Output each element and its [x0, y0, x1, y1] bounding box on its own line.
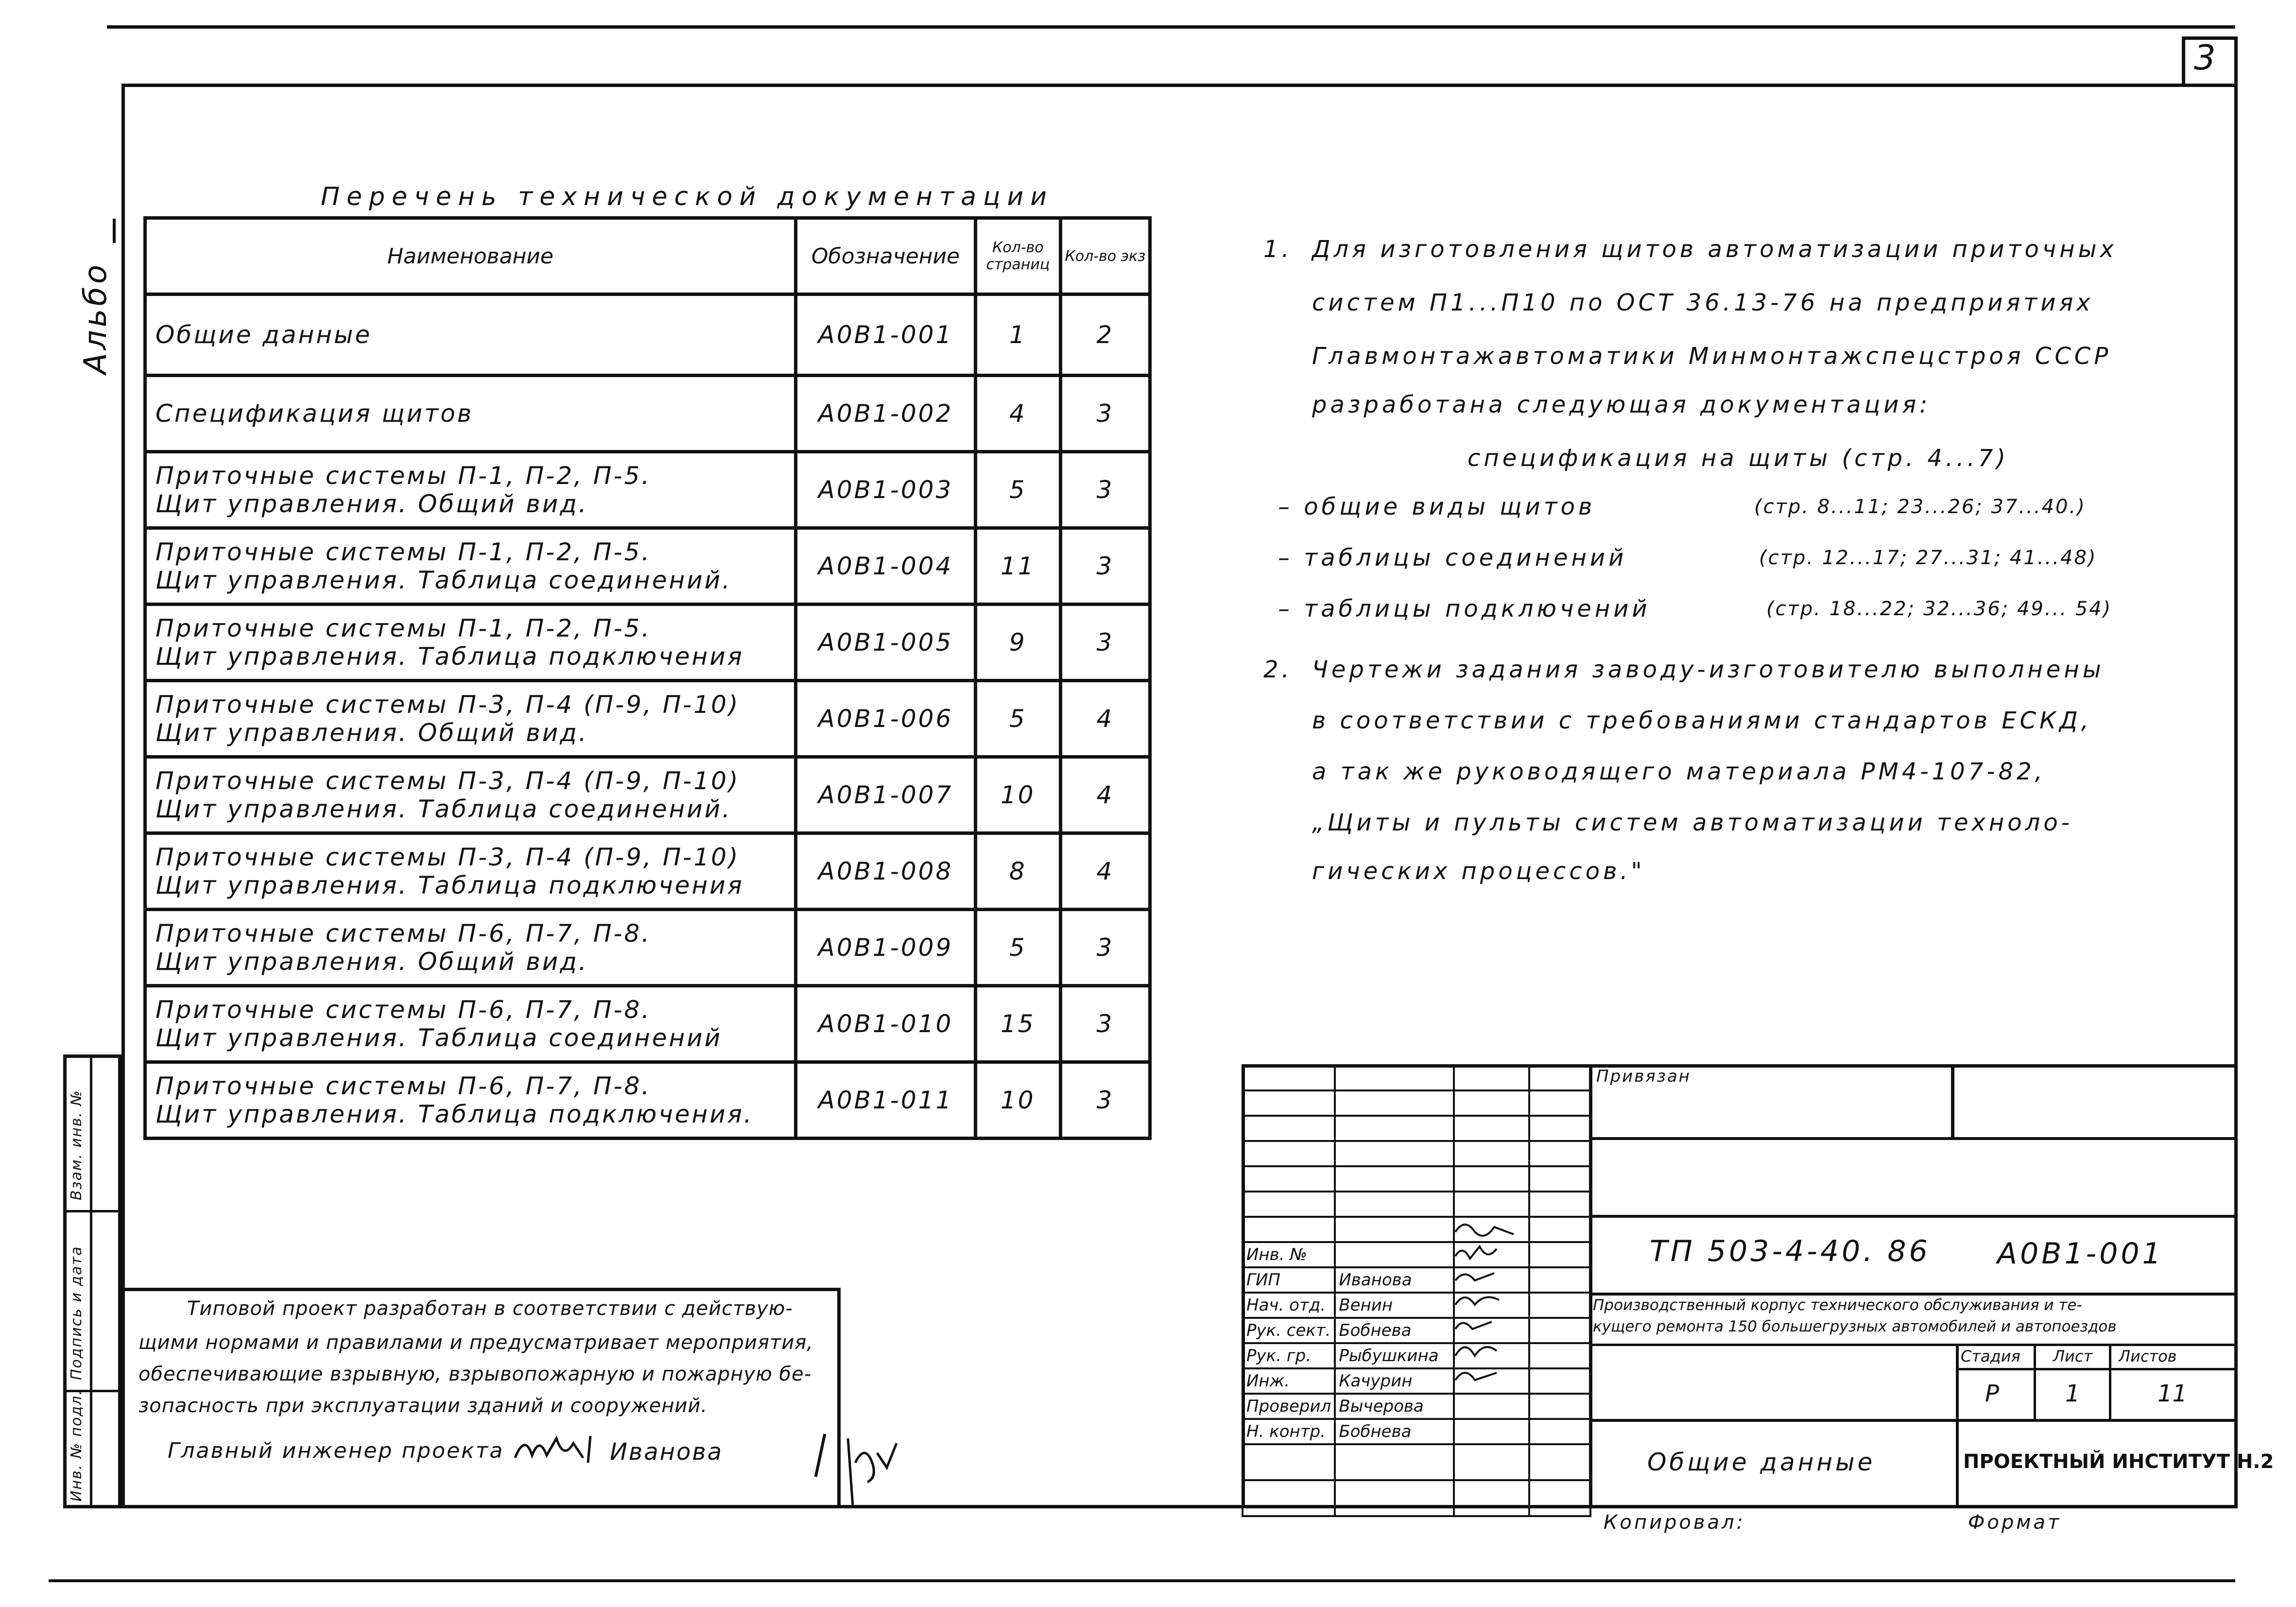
row-copies: 4 — [1060, 681, 1150, 757]
signer-signatures — [1450, 1217, 1538, 1392]
note-1-number: 1. — [1263, 236, 1293, 263]
list-item-pages: (стр. 18...22; 32...36; 49... 54) — [1766, 598, 2112, 620]
row-code: А0В1-011 — [796, 1062, 976, 1139]
side-label: Альбо — [78, 261, 114, 374]
side-tick — [113, 219, 116, 243]
note-2-line-1: Чертежи задания заводу-изготовителю выполнены — [1312, 656, 2105, 683]
stamp-row-line-6 — [1589, 1419, 2238, 1422]
note-2-number: 2. — [1263, 656, 1293, 683]
doc-list-header-row — [145, 218, 1150, 294]
stamp-attached-divider — [1951, 1064, 1954, 1137]
list-item-label: – таблицы подключений — [1278, 595, 1651, 622]
typical-note-line-1: Типовой проект разработан в соответствии с действую- — [187, 1297, 793, 1320]
row-pages: 11 — [975, 528, 1060, 605]
table-row — [145, 757, 1150, 833]
row-copies: 3 — [1060, 452, 1150, 528]
table-row — [145, 681, 1150, 757]
signer-row: Нач. отд. Венин — [1243, 1293, 1590, 1318]
typical-note-line-4: зопасность при эксплуатации зданий и сооружений. — [138, 1395, 708, 1417]
signer-row: Проверил Вычерова — [1243, 1394, 1590, 1419]
list-item-pages: (стр. 12...17; 27...31; 41...48) — [1759, 547, 2097, 569]
table-row — [145, 376, 1150, 452]
list-item-pages: (стр. 8...11; 23...26; 37...40.) — [1754, 496, 2086, 518]
row-pages: 5 — [975, 452, 1060, 528]
chief-engineer-name: Иванова — [610, 1438, 724, 1466]
copied-label: Копировал: — [1604, 1511, 1746, 1534]
row-code: А0В1-007 — [796, 757, 976, 833]
row-pages: 9 — [975, 605, 1060, 681]
row-copies: 2 — [1060, 294, 1150, 376]
row-pages: 5 — [975, 910, 1060, 986]
table-row — [145, 1062, 1150, 1139]
stamp-row-line-2 — [1589, 1215, 2238, 1218]
signers-table — [1242, 1064, 1591, 1517]
row-copies: 3 — [1060, 528, 1150, 605]
list-item-label: – таблицы соединений — [1278, 544, 1627, 571]
row-code: А0В1-010 — [796, 986, 976, 1062]
note-2-line-5: гических процессов." — [1312, 858, 1645, 885]
row-name: Приточные системы П-3, П-4 (П-9, П-10) Щит управления. Таблица соединений. — [145, 757, 796, 833]
signer-row: ГИП Иванова — [1243, 1267, 1590, 1293]
signer-row: Рук. гр. Рыбушкина — [1243, 1343, 1590, 1368]
project-description-1: Производственный корпус технического обслуживания и те- — [1593, 1296, 2082, 1314]
left-strip-divider — [90, 1054, 92, 1508]
row-code: А0В1-008 — [796, 833, 976, 910]
stamp-sheet-divider-2 — [2109, 1344, 2111, 1419]
row-name: Приточные системы П-6, П-7, П-8. Щит управления. Таблица соединений — [145, 986, 796, 1062]
header-pages: Кол-во страниц — [975, 218, 1060, 294]
row-name: Приточные системы П-3, П-4 (П-9, П-10) Щит управления. Таблица подключения — [145, 833, 796, 910]
row-copies: 3 — [1060, 376, 1150, 452]
header-code: Обозначение — [796, 218, 976, 294]
stage-value: Р — [1985, 1380, 1999, 1407]
stamp-row-line-3 — [1589, 1293, 2238, 1296]
row-copies: 3 — [1060, 605, 1150, 681]
row-pages: 4 — [975, 376, 1060, 452]
signer-row: Н. контр. Бобнева — [1243, 1419, 1590, 1444]
stamp-vertical-main — [1589, 1064, 1592, 1508]
row-name: Спецификация щитов — [145, 376, 796, 452]
table-row — [145, 605, 1150, 681]
table-row — [145, 528, 1150, 605]
attached-label: Привязан — [1596, 1067, 1691, 1086]
left-strip-row-2 — [63, 1210, 121, 1212]
institute-name: ПРОЕКТНЫЙ ИНСТИТУТ Н.2 — [1963, 1451, 2274, 1473]
chief-engineer-signature — [510, 1429, 607, 1468]
row-code: А0В1-005 — [796, 605, 976, 681]
table-row — [145, 986, 1150, 1062]
row-code: А0В1-004 — [796, 528, 976, 605]
chief-engineer-label: Главный инженер проекта — [168, 1438, 504, 1463]
row-copies: 4 — [1060, 833, 1150, 910]
stamp-row-line-1 — [1589, 1137, 2238, 1140]
spec-line: спецификация на щиты (стр. 4...7) — [1467, 445, 2009, 472]
typical-note-line-2: щими нормами и правилами и предусматривает мероприятия, — [138, 1331, 814, 1354]
format-label: Формат — [1968, 1511, 2062, 1534]
note-1-line-3: Главмонтажавтоматики Минмонтажспецстроя СССР — [1312, 343, 2112, 370]
row-name: Приточные системы П-6, П-7, П-8. Щит управления. Общий вид. — [145, 910, 796, 986]
doc-list-table — [143, 216, 1152, 1140]
note-2-line-2: в соответствии с требованиями стандартов ЕСКД, — [1312, 707, 2092, 734]
left-strip-sign-label: Подпись и дата — [68, 1245, 85, 1380]
row-pages: 5 — [975, 681, 1060, 757]
row-copies: 3 — [1060, 1062, 1150, 1139]
row-name: Приточные системы П-1, П-2, П-5. Щит управления. Общий вид. — [145, 452, 796, 528]
row-name: Общие данные — [145, 294, 796, 376]
typical-note-line-3: обеспечивающие взрывную, взрывопожарную и пожарную бе- — [138, 1363, 812, 1385]
note-1-line-1: Для изготовления щитов автоматизации приточных — [1312, 236, 2117, 263]
note-2-line-3: а так же руководящего материала РМ4-107-82, — [1312, 758, 2046, 785]
row-name: Приточные системы П-1, П-2, П-5. Щит управления. Таблица соединений. — [145, 528, 796, 605]
sheets-label: Листов — [2119, 1347, 2177, 1365]
sheet-value: 1 — [2065, 1380, 2080, 1407]
row-copies: 3 — [1060, 986, 1150, 1062]
header-name: Наименование — [145, 218, 796, 294]
row-name: Приточные системы П-3, П-4 (П-9, П-10) Щит управления. Общий вид. — [145, 681, 796, 757]
row-name: Приточные системы П-6, П-7, П-8. Щит управления. Таблица подключения. — [145, 1062, 796, 1139]
table-row — [145, 833, 1150, 910]
row-pages: 10 — [975, 1062, 1060, 1139]
row-copies: 4 — [1060, 757, 1150, 833]
table-row — [145, 910, 1150, 986]
stamp-sheet-divider-1 — [2034, 1344, 2036, 1419]
top-border-line — [107, 25, 2235, 29]
row-pages: 1 — [975, 294, 1060, 376]
row-code: А0В1-002 — [796, 376, 976, 452]
list-item-label: – общие виды щитов — [1278, 493, 1596, 520]
signer-row: Рук. сект. Бобнева — [1243, 1318, 1590, 1343]
row-code: А0В1-009 — [796, 910, 976, 986]
note-2-line-4: „Щиты и пульты систем автоматизации техноло- — [1312, 809, 2073, 836]
initials-signature — [843, 1434, 906, 1511]
stamp-row-line-4 — [1589, 1344, 2238, 1346]
row-code: А0В1-001 — [796, 294, 976, 376]
left-strip-replace-label: Взам. инв. № — [68, 1089, 85, 1200]
note-1-line-2: систем П1...П10 по ОСТ 36.13-76 на предприятиях — [1312, 289, 2094, 316]
row-code: А0В1-006 — [796, 681, 976, 757]
stamp-row-line-5 — [1956, 1368, 2238, 1370]
row-name: Приточные системы П-1, П-2, П-5. Щит управления. Таблица подключения — [145, 605, 796, 681]
project-code: ТП 503-4-40. 86 — [1650, 1234, 1931, 1268]
table-row — [145, 294, 1150, 376]
row-pages: 10 — [975, 757, 1060, 833]
doc-title: Общие данные — [1647, 1448, 1876, 1476]
stage-label: Стадия — [1961, 1347, 2020, 1365]
sheets-value: 11 — [2158, 1380, 2188, 1407]
signer-row: Инж. Качурин — [1243, 1368, 1590, 1394]
inv-number-label: Инв. № — [1243, 1242, 1335, 1267]
left-strip-inv-label: Инв. № подл. — [68, 1389, 85, 1502]
row-pages: 8 — [975, 833, 1060, 910]
row-code: А0В1-003 — [796, 452, 976, 528]
row-copies: 3 — [1060, 910, 1150, 986]
doc-list-title: Перечень технической документации — [321, 182, 1053, 211]
note-1-line-4: разработана следующая документация: — [1312, 391, 1931, 418]
doc-code: А0В1-001 — [1997, 1237, 2164, 1271]
bottom-border-line — [49, 1579, 2235, 1582]
sheet-number: 3 — [2194, 38, 2219, 78]
header-copies: Кол-во экз — [1060, 218, 1150, 294]
project-description-2: кущего ремонта 150 большегрузных автомобилей и автопоездов — [1593, 1318, 2117, 1335]
row-pages: 15 — [975, 986, 1060, 1062]
table-row — [145, 452, 1150, 528]
stamp-info-divider — [1956, 1344, 1959, 1508]
sheet-label: Лист — [2053, 1347, 2093, 1365]
